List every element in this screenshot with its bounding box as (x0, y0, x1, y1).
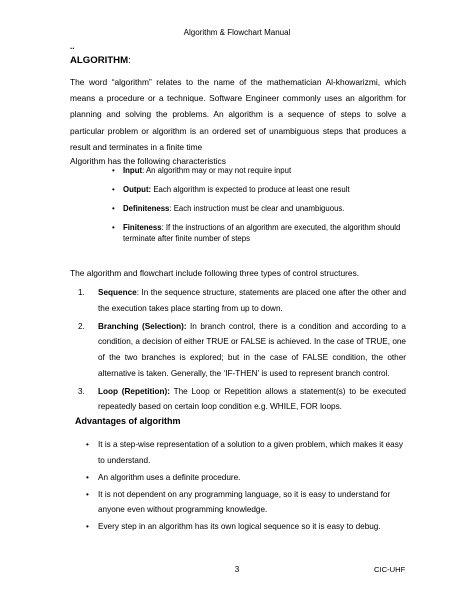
list-item (86, 437, 404, 468)
control-structures-intro: The algorithm and flowchart include following three types of control structures. (70, 268, 360, 278)
list-item (112, 166, 412, 177)
advantage-text: Every step in an algorithm has its own logical sequence so it is easy to debug. (98, 522, 381, 531)
list-item (112, 185, 412, 196)
characteristic-text: : If the instructions of an algorithm are executed, the algorithm should terminate after finite number of steps (123, 223, 401, 243)
bullet-marker: • (86, 440, 89, 449)
list-item (86, 519, 404, 535)
characteristics-list (112, 166, 412, 253)
structure-term: Branching (Selection): (98, 321, 187, 331)
list-item (112, 204, 412, 215)
list-item (78, 319, 406, 381)
item-number: 2. (78, 321, 85, 331)
advantage-text: It is a step-wise representation of a solution to a given problem, which makes it easy to understand. (98, 440, 403, 465)
structure-term: Loop (Repetition): (98, 386, 170, 396)
bullet-marker: • (112, 166, 115, 175)
characteristic-term: Output: (123, 185, 152, 194)
bullet-marker: • (86, 472, 89, 482)
list-item (86, 470, 404, 486)
item-number: 1. (78, 288, 85, 297)
bullet-marker: • (86, 489, 89, 499)
page-header: Algorithm & Flowchart Manual (183, 28, 291, 37)
list-item (86, 487, 404, 518)
advantages-list (86, 437, 404, 536)
list-item (78, 285, 406, 316)
footer-org: CIC-UHF (374, 565, 406, 574)
characteristic-term: Input (123, 166, 143, 175)
structure-term: Sequence (98, 288, 137, 297)
structure-text: The Loop or Repetition allows a statement(s) to be executed repeatedly based on certain loop condition e.g. WHILE, FOR loops. (98, 386, 406, 412)
list-item (112, 223, 412, 244)
structure-text: : In the sequence structure, statements are placed one after the other and the execution takes place starting from up to down. (98, 288, 406, 313)
advantages-heading: Advantages of algorithm (75, 416, 181, 426)
characteristic-term: Definiteness (123, 204, 170, 213)
bullet-marker: • (112, 204, 115, 213)
list-item (78, 384, 406, 415)
characteristic-term: Finiteness (123, 223, 162, 232)
bullet-marker: • (112, 223, 115, 232)
advantage-text: It is not dependent on any programming language, so it is easy to understand for anyone even without programming knowledge. (98, 489, 391, 514)
bullet-marker: • (86, 522, 89, 531)
bullet-marker: • (112, 185, 115, 194)
characteristic-text: Each algorithm is expected to produce at least one result (151, 185, 350, 194)
section-heading-text: ALGORITHM (70, 55, 129, 66)
section-heading (70, 55, 131, 66)
section-marker: .. (70, 42, 75, 51)
characteristics-intro: Algorithm has the following characteristics (70, 156, 226, 166)
page-number: 3 (234, 565, 240, 574)
characteristic-text: : An algorithm may or may not require input (142, 166, 292, 175)
structure-text: In branch control, there is a condition and according to a condition, a decision of either TRUE or FALSE is achieved. In the case of TRUE, one of the two branches is explored; but in the case of FALSE condition, the other alternative is taken. Generally, the ‘IF-THEN’ is used to represent branch control. (98, 321, 406, 378)
characteristic-text: : Each instruction must be clear and unambiguous. (169, 204, 345, 213)
control-structures-list (78, 285, 406, 418)
section-heading-suffix: : (128, 55, 131, 66)
advantage-text: An algorithm uses a definite procedure. (98, 472, 241, 482)
item-number: 3. (78, 386, 85, 396)
intro-paragraph: The word “algorithm” relates to the name of the mathematician Al-khowarizmi, which means a procedure or a technique. Software Engineer commonly uses an algorithm for planning and solving the problems. An algorithm is a sequence of steps to solve a particular problem or algorithm is an ordered set of unambiguous steps that produces a result and terminates in a finite time (70, 77, 406, 152)
